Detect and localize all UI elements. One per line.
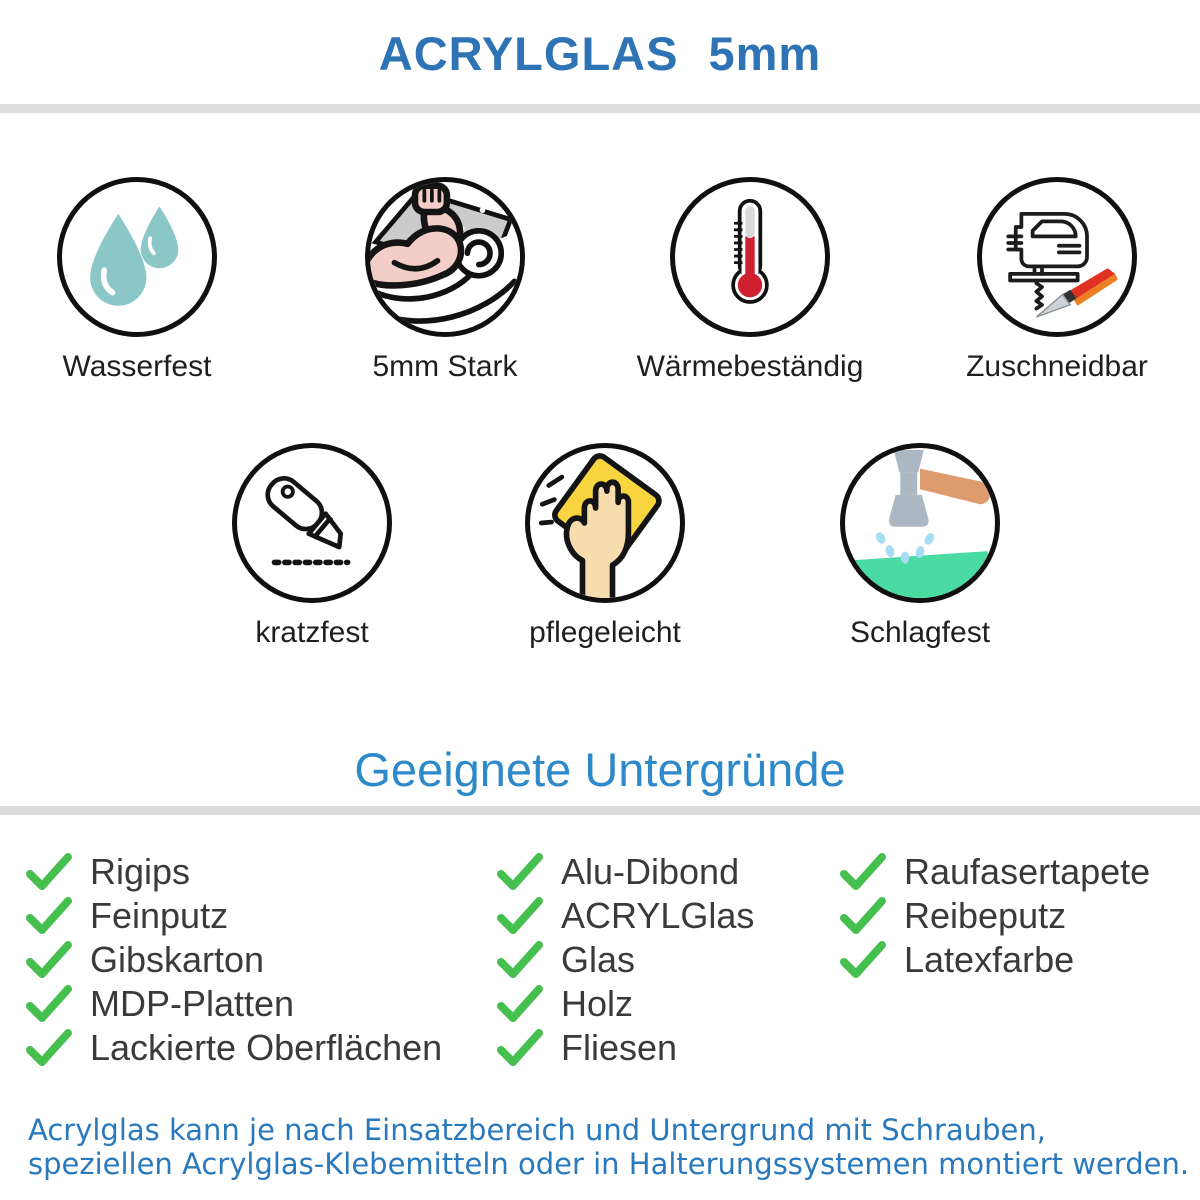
substrate-item (497, 938, 754, 982)
feature-circle (670, 177, 830, 337)
check-icon (497, 853, 543, 891)
feature-pflegeleicht (485, 443, 725, 650)
feature-label: kratzfest (255, 616, 369, 649)
substrate-item (497, 982, 754, 1026)
substrate-item (26, 850, 442, 894)
substrate-label: Holz (561, 983, 634, 1024)
check-icon (840, 941, 886, 979)
feature-5mm-stark (325, 177, 565, 384)
footer-line-2: speziellen Acrylglas-Klebemitteln oder in Halterungssystemen montiert werden. (28, 1147, 1190, 1181)
bottom-divider (0, 806, 1200, 815)
check-icon (840, 853, 886, 891)
feature-label: pflegeleicht (529, 616, 681, 649)
substrate-item (840, 938, 1150, 982)
check-icon (26, 897, 72, 935)
feature-circle (525, 443, 685, 603)
substrate-item (26, 982, 442, 1026)
substrate-item (840, 850, 1150, 894)
feature-zuschneidbar (937, 177, 1177, 384)
muscle-arm-icon (370, 182, 520, 332)
feature-circle (977, 177, 1137, 337)
jigsaw-icon (982, 182, 1132, 332)
check-icon (497, 897, 543, 935)
check-icon (497, 941, 543, 979)
top-divider (0, 104, 1200, 113)
footer-note (28, 1113, 1189, 1181)
hammer-icon (845, 448, 995, 598)
substrate-item (26, 894, 442, 938)
feature-circle (365, 177, 525, 337)
substrate-item (840, 894, 1150, 938)
substrates-column-1 (26, 850, 442, 1070)
check-icon (840, 897, 886, 935)
thermometer-icon (675, 182, 825, 332)
feature-circle (57, 177, 217, 337)
check-icon (26, 985, 72, 1023)
substrate-label: Feinputz (90, 895, 229, 936)
check-icon (497, 985, 543, 1023)
feature-schlagfest (800, 443, 1040, 650)
water-drops-icon (62, 182, 212, 332)
feature-kratzfest (192, 443, 432, 650)
substrate-label: Rigips (90, 851, 191, 892)
substrate-item (26, 938, 442, 982)
feature-label: Wärmebeständig (636, 350, 864, 383)
substrates-heading: Geeignete Untergründe (354, 743, 846, 796)
substrate-item (497, 1026, 754, 1070)
substrate-item (497, 850, 754, 894)
check-icon (26, 1029, 72, 1067)
feature-circle (840, 443, 1000, 603)
substrate-label: Lackierte Oberflächen (90, 1027, 443, 1068)
substrates-column-2 (497, 850, 754, 1070)
cleaning-hand-icon (530, 448, 680, 598)
substrate-label: ACRYLGlas (561, 895, 755, 936)
feature-label: Zuschneidbar (966, 350, 1148, 383)
substrate-item (497, 894, 754, 938)
substrate-label: Fliesen (561, 1027, 678, 1068)
substrate-label: Reibeputz (904, 895, 1067, 936)
feature-label: 5mm Stark (372, 350, 518, 383)
check-icon (26, 941, 72, 979)
check-icon (26, 853, 72, 891)
utility-knife-icon (237, 448, 387, 598)
feature-wasserfest (17, 177, 257, 384)
check-icon (497, 1029, 543, 1067)
substrate-label: MDP-Platten (90, 983, 295, 1024)
substrate-label: Gibskarton (90, 939, 265, 980)
substrate-label: Alu-Dibond (561, 851, 740, 892)
main-title: ACRYLGLAS 5mm (378, 27, 822, 80)
feature-circle (232, 443, 392, 603)
substrate-item (26, 1026, 442, 1070)
substrates-column-3 (840, 850, 1150, 982)
footer-line-1: Acrylglas kann je nach Einsatzbereich und Untergrund mit Schrauben, (28, 1113, 1046, 1147)
substrate-label: Latexfarbe (904, 939, 1075, 980)
feature-label: Schlagfest (849, 616, 991, 649)
substrate-label: Raufasertapete (904, 851, 1151, 892)
substrate-label: Glas (561, 939, 636, 980)
feature-waermebestaendig (630, 177, 870, 384)
feature-label: Wasserfest (62, 350, 212, 383)
